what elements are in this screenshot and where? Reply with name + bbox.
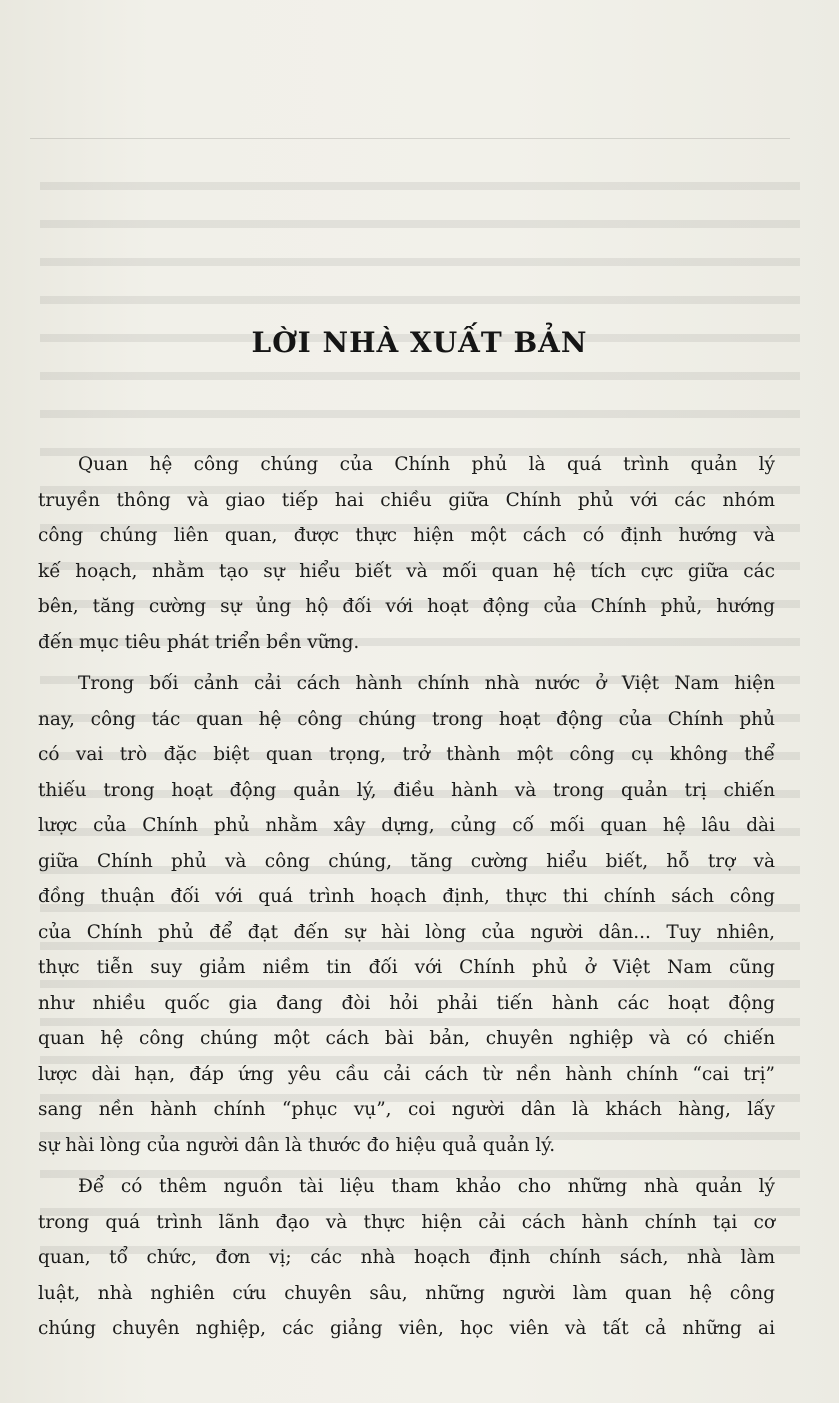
text-line: đồng thuận đối với quá trình hoạch định, thực thi chính sách công (38, 886, 775, 907)
text-line: giữa Chính phủ và công chúng, tăng cường hiểu biết, hỗ trợ và (38, 850, 775, 872)
text-line: thiếu trong hoạt động quản lý, điều hành và trong quản trị chiến (38, 779, 775, 801)
text-line: quan hệ công chúng một cách bài bản, chuyên nghiệp và có chiến (38, 1028, 775, 1049)
text-line: Trong bối cảnh cải cách hành chính nhà nước ở Việt Nam hiện (78, 673, 775, 694)
text-line: như nhiều quốc gia đang đòi hỏi phải tiến hành các hoạt động (38, 992, 775, 1014)
text-line: quan, tổ chức, đơn vị; các nhà hoạch định chính sách, nhà làm (38, 1247, 775, 1268)
text-line: Để có thêm nguồn tài liệu tham khảo cho những nhà quản lý (78, 1176, 775, 1197)
text-line: kế hoạch, nhằm tạo sự hiểu biết và mối quan hệ tích cực giữa các (38, 560, 775, 582)
text-line: trong quá trình lãnh đạo và thực hiện cải cách hành chính tại cơ (38, 1211, 775, 1233)
text-line: truyền thông và giao tiếp hai chiều giữa Chính phủ với các nhóm (38, 489, 775, 511)
text-line: công chúng liên quan, được thực hiện một cách có định hướng và (38, 525, 775, 546)
text-line: có vai trò đặc biệt quan trọng, trở thành một công cụ không thể (38, 744, 775, 765)
text-line: thực tiễn suy giảm niềm tin đối với Chính phủ ở Việt Nam cũng (38, 957, 775, 978)
text-line: bên, tăng cường sự ủng hộ đối với hoạt động của Chính phủ, hướng (38, 596, 775, 617)
body-text (38, 447, 775, 1347)
text-line: sang nền hành chính “phục vụ”, coi người dân là khách hàng, lấy (38, 1099, 775, 1120)
text-line: của Chính phủ để đạt đến sự hài lòng của người dân... Tuy nhiên, (38, 921, 775, 943)
text-line: đến mục tiêu phát triển bền vững. (38, 631, 360, 653)
show-through-rule (30, 138, 790, 139)
text-line: sự hài lòng của người dân là thước đo hiệu quả quản lý. (38, 1134, 556, 1156)
paragraph-2 (38, 666, 775, 1163)
text-line: Quan hệ công chúng của Chính phủ là quá trình quản lý (78, 454, 775, 475)
text-line: lược dài hạn, đáp ứng yêu cầu cải cách từ nền hành chính “cai trị” (38, 1063, 775, 1085)
paragraph-3 (38, 1169, 775, 1347)
text-line: luật, nhà nghiên cứu chuyên sâu, những người làm quan hệ công (38, 1282, 775, 1304)
paragraph-1 (38, 447, 775, 660)
text-line: chúng chuyên nghiệp, các giảng viên, học viên và tất cả những ai (38, 1318, 775, 1339)
text-line: nay, công tác quan hệ công chúng trong hoạt động của Chính phủ (38, 708, 775, 730)
text-line: lược của Chính phủ nhằm xây dựng, củng cố mối quan hệ lâu dài (38, 815, 775, 836)
page-title: LỜI NHÀ XUẤT BẢN (251, 326, 588, 359)
